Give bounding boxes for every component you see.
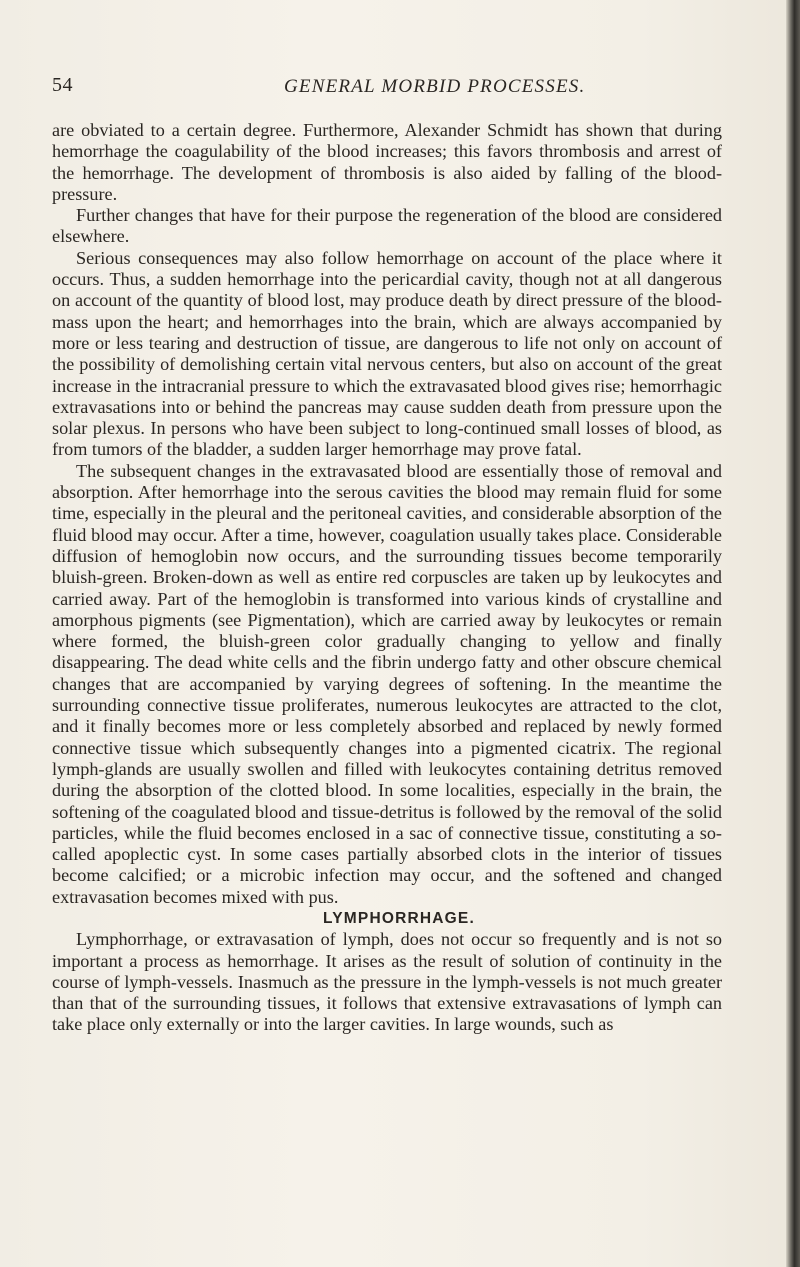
book-edge	[786, 0, 800, 1267]
page-header	[52, 74, 720, 104]
page-number: 54	[52, 74, 73, 96]
paragraph-regeneration: Further changes that have for their purpose the regeneration of the blood are considered elsewhere.	[52, 205, 722, 247]
body-text	[52, 120, 722, 1036]
running-head: GENERAL MORBID PROCESSES.	[284, 76, 586, 97]
paragraph-lymphorrhage: Lymphorrhage, or extravasation of lymph, does not occur so frequently and is not so important a process as hemorrhage. It arises as the result of solution of continuity in the course of lymph-vessels. Inasmuch as the pressure in the lymph-vessels is not much greater than that of the surrounding tissues, it follows that extensive extravasations of lymph can take place only externally or into the larger cavities. In large wounds, such as	[52, 929, 722, 1035]
paragraph-subsequent-changes: The subsequent changes in the extravasated blood are essentially those of removal and absorption. After hemorrhage into the serous cavities the blood may remain fluid for some time, especially in the pleural and the peritoneal cavities, and considerable absorption of the fluid blood may occur. After a time, however, coagulation usually takes place. Considerable diffusion of hemoglobin now occurs, and the surrounding tissues become temporarily bluish-green. Broken-down as well as entire red corpuscles are taken up by leukocytes and carried away. Part of the hemoglobin is transformed into various kinds of crystalline and amorphous pigments (see Pigmentation), which are carried away by leukocytes or remain where formed, the bluish-green color gradually changing to yellow and finally disappearing. The dead white cells and the fibrin undergo fatty and other obscure chemical changes that are accompanied by varying degrees of softening. In the meantime the surrounding connective tissue proliferates, numerous leukocytes are attracted to the clot, and it finally becomes more or less completely absorbed and replaced by newly formed connective tissue which subsequently changes into a pigmented cicatrix. The regional lymph-glands are usually swollen and filled with leukocytes containing detritus removed during the absorption of the clotted blood. In some localities, especially in the brain, the softening of the coagulated blood and tissue-detritus is followed by the removal of the solid particles, while the fluid becomes enclosed in a sac of connective tissue, constituting a so-called apoplectic cyst. In some cases partially absorbed clots in the interior of tissues become calcified; or a microbic infection may occur, and the softened and changed extravasation becomes mixed with pus.	[52, 460, 722, 907]
section-heading: LYMPHORRHAGE.	[323, 909, 475, 927]
paragraph-consequences: Serious consequences may also follow hemorrhage on account of the place where it occurs. Thus, a sudden hemorrhage into the pericardial cavity, though not at all dangerous on account of the quantity of blood lost, may produce death by direct pressure of the blood-mass upon the heart; and hemorrhages into the brain, which are always accompanied by more or less tearing and destruction of tissue, are dangerous to life not only on account of the possibility of demolishing certain vital nervous centers, but also on account of the great increase in the intracranial pressure to which the extravasated blood gives rise; hemorrhagic extravasations into or behind the pancreas may cause sudden death from pressure upon the solar plexus. In persons who have been subject to long-continued small losses of blood, as from tumors of the bladder, a sudden larger hemorrhage may prove fatal.	[52, 247, 722, 460]
paragraph-continuation: are obviated to a certain degree. Furthermore, Alexander Schmidt has shown that during hemorrhage the coagulability of the blood increases; this favors thrombosis and arrest of the hemorrhage. The development of thrombosis is also aided by falling of the blood-pressure.	[52, 120, 722, 204]
